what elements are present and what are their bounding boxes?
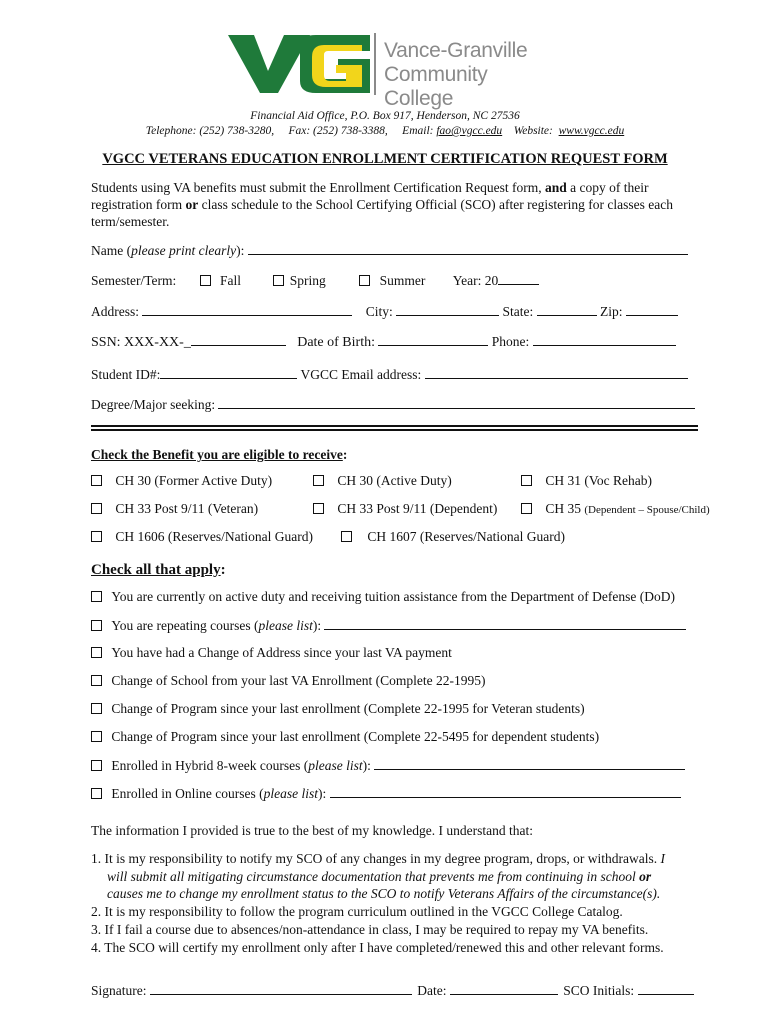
spring-checkbox[interactable] (273, 275, 284, 286)
benefits-heading: Check the Benefit you are eligible to receive: (91, 447, 348, 462)
ch1607-checkbox[interactable] (341, 531, 352, 542)
degree-field[interactable] (218, 396, 695, 409)
apply-item-program-change-veteran[interactable]: Change of Program since your last enrollment (Complete 22-1995 for Veteran students) (91, 701, 585, 717)
benefit-ch33-vet[interactable]: CH 33 Post 9/11 (Veteran) (91, 501, 258, 517)
email-link[interactable]: fao@vgcc.edu (436, 125, 503, 137)
repeating-courses-field[interactable] (324, 617, 686, 630)
benefit-ch30-active[interactable]: CH 30 (Active Duty) (313, 473, 452, 489)
signature-field[interactable] (150, 982, 412, 995)
contact-line (0, 125, 770, 137)
logo-name-line2: Community College (384, 63, 488, 110)
benefit-ch33-dep[interactable]: CH 33 Post 9/11 (Dependent) (313, 501, 497, 517)
apply-item-active-duty[interactable]: You are currently on active duty and receiving tuition assistance from the Department of Defense (DoD) (91, 589, 675, 605)
program-change-veteran-checkbox[interactable] (91, 703, 102, 714)
semester-row: Semester/Term: Fall Spring Summer Year: 20 (91, 272, 539, 289)
apply-item-program-change-dependent[interactable]: Change of Program since your last enrollment (Complete 22-5495 for dependent students) (91, 729, 599, 745)
vg-logo-mark-icon (228, 33, 373, 95)
summer-checkbox[interactable] (359, 275, 370, 286)
statement-3: 3. If I fail a course due to absences/non-attendance in class, I may be required to repay my VA benefits. (91, 922, 649, 937)
ssn-row: SSN: XXX-XX-_ Date of Birth: Phone: (91, 333, 676, 351)
statement-4: 4. The SCO will certify my enrollment only after I have completed/renewed this and other relevant forms. (91, 940, 664, 955)
hybrid-courses-field[interactable] (374, 757, 685, 770)
logo-divider (374, 33, 376, 95)
ch35-checkbox[interactable] (521, 503, 532, 514)
apply-heading: Check all that apply: (91, 562, 226, 578)
statement-2: 2. It is my responsibility to follow the program curriculum outlined in the VGCC College Catalog. (91, 904, 623, 919)
online-checkbox[interactable] (91, 788, 102, 799)
statement-1-line-1: 1. It is my responsibility to notify my SCO of any changes in my degree program, drops, or withdrawals. I (91, 851, 666, 866)
benefit-ch1607[interactable]: CH 1607 (Reserves/National Guard) (341, 529, 565, 545)
benefit-ch35[interactable]: CH 35 (Dependent – Spouse/Child) (521, 501, 710, 517)
logo-name-line1: Vance-Granville (384, 39, 528, 62)
apply-item-repeating[interactable]: You are repeating courses (please list): (91, 617, 686, 634)
apply-item-online[interactable]: Enrolled in Online courses (please list): (91, 785, 681, 802)
apply-item-school-change[interactable]: Change of School from your last VA Enrollment (Complete 22-1995) (91, 673, 485, 689)
sco-initials-field[interactable] (638, 982, 694, 995)
form-title: VGCC VETERANS EDUCATION ENROLLMENT CERTIFICATION REQUEST FORM (102, 151, 668, 167)
address-row: Address: City: State: Zip: (91, 303, 678, 320)
website-label: Website: (513, 125, 553, 137)
hybrid-checkbox[interactable] (91, 760, 102, 771)
active-duty-checkbox[interactable] (91, 591, 102, 602)
intro-line-3: term/semester. (91, 214, 170, 229)
ssn-prefix: XXX-XX-_ (123, 335, 191, 350)
vgcc-email-field[interactable] (425, 366, 688, 379)
ch33-dep-checkbox[interactable] (313, 503, 324, 514)
statement-lead: The information I provided is true to the best of my knowledge. I understand that: (91, 823, 534, 838)
fall-checkbox[interactable] (200, 275, 211, 286)
email-label: Email: (402, 125, 434, 137)
benefit-ch31[interactable]: CH 31 (Voc Rehab) (521, 473, 652, 489)
intro-line-2: registration form or class schedule to the School Certifying Official (SCO) after registering for classes each (91, 197, 673, 212)
address-field[interactable] (142, 303, 352, 316)
city-field[interactable] (396, 303, 499, 316)
student-id-field[interactable] (160, 366, 297, 379)
program-change-dependent-checkbox[interactable] (91, 731, 102, 742)
zip-field[interactable] (626, 303, 678, 316)
ch1606-checkbox[interactable] (91, 531, 102, 542)
repeating-checkbox[interactable] (91, 620, 102, 631)
degree-row: Degree/Major seeking: (91, 396, 695, 413)
year-field[interactable] (498, 272, 539, 285)
statement-1-line-3: causes me to change my enrollment status to the SCO to notify Veterans Affairs of the circumstance(s). (107, 886, 661, 901)
apply-item-hybrid[interactable]: Enrolled in Hybrid 8-week courses (please list): (91, 757, 685, 774)
ch31-checkbox[interactable] (521, 475, 532, 486)
phone-field[interactable] (533, 333, 676, 346)
name-field[interactable] (248, 242, 688, 255)
college-logo (228, 33, 558, 110)
ch33-vet-checkbox[interactable] (91, 503, 102, 514)
school-change-checkbox[interactable] (91, 675, 102, 686)
date-field[interactable] (450, 982, 558, 995)
office-address: Financial Aid Office, P.O. Box 917, Henderson, NC 27536 (250, 110, 520, 122)
benefit-ch1606[interactable]: CH 1606 (Reserves/National Guard) (91, 529, 313, 545)
fax: Fax: (252) 738-3388, (288, 125, 388, 137)
name-row: Name (please print clearly): (91, 242, 688, 259)
intro-line-1: Students using VA benefits must submit the Enrollment Certification Request form, and a copy of their (91, 180, 649, 195)
telephone: Telephone: (252) 738-3280, (145, 125, 275, 137)
state-field[interactable] (537, 303, 597, 316)
website-link[interactable]: www.vgcc.edu (558, 125, 625, 137)
benefit-ch30-former[interactable]: CH 30 (Former Active Duty) (91, 473, 272, 489)
ssn-field[interactable] (191, 333, 286, 346)
dob-field[interactable] (378, 333, 488, 346)
address-change-checkbox[interactable] (91, 647, 102, 658)
section-divider (91, 425, 698, 431)
signature-row: Signature: Date: SCO Initials: (91, 982, 694, 999)
online-courses-field[interactable] (330, 785, 681, 798)
statement-1-line-2: will submit all mitigating circumstance documentation that prevents me from continuing in school or (107, 869, 652, 884)
ch30-former-checkbox[interactable] (91, 475, 102, 486)
ch30-active-checkbox[interactable] (313, 475, 324, 486)
apply-item-address-change[interactable]: You have had a Change of Address since your last VA payment (91, 645, 452, 661)
student-id-row: Student ID#: VGCC Email address: (91, 366, 688, 383)
